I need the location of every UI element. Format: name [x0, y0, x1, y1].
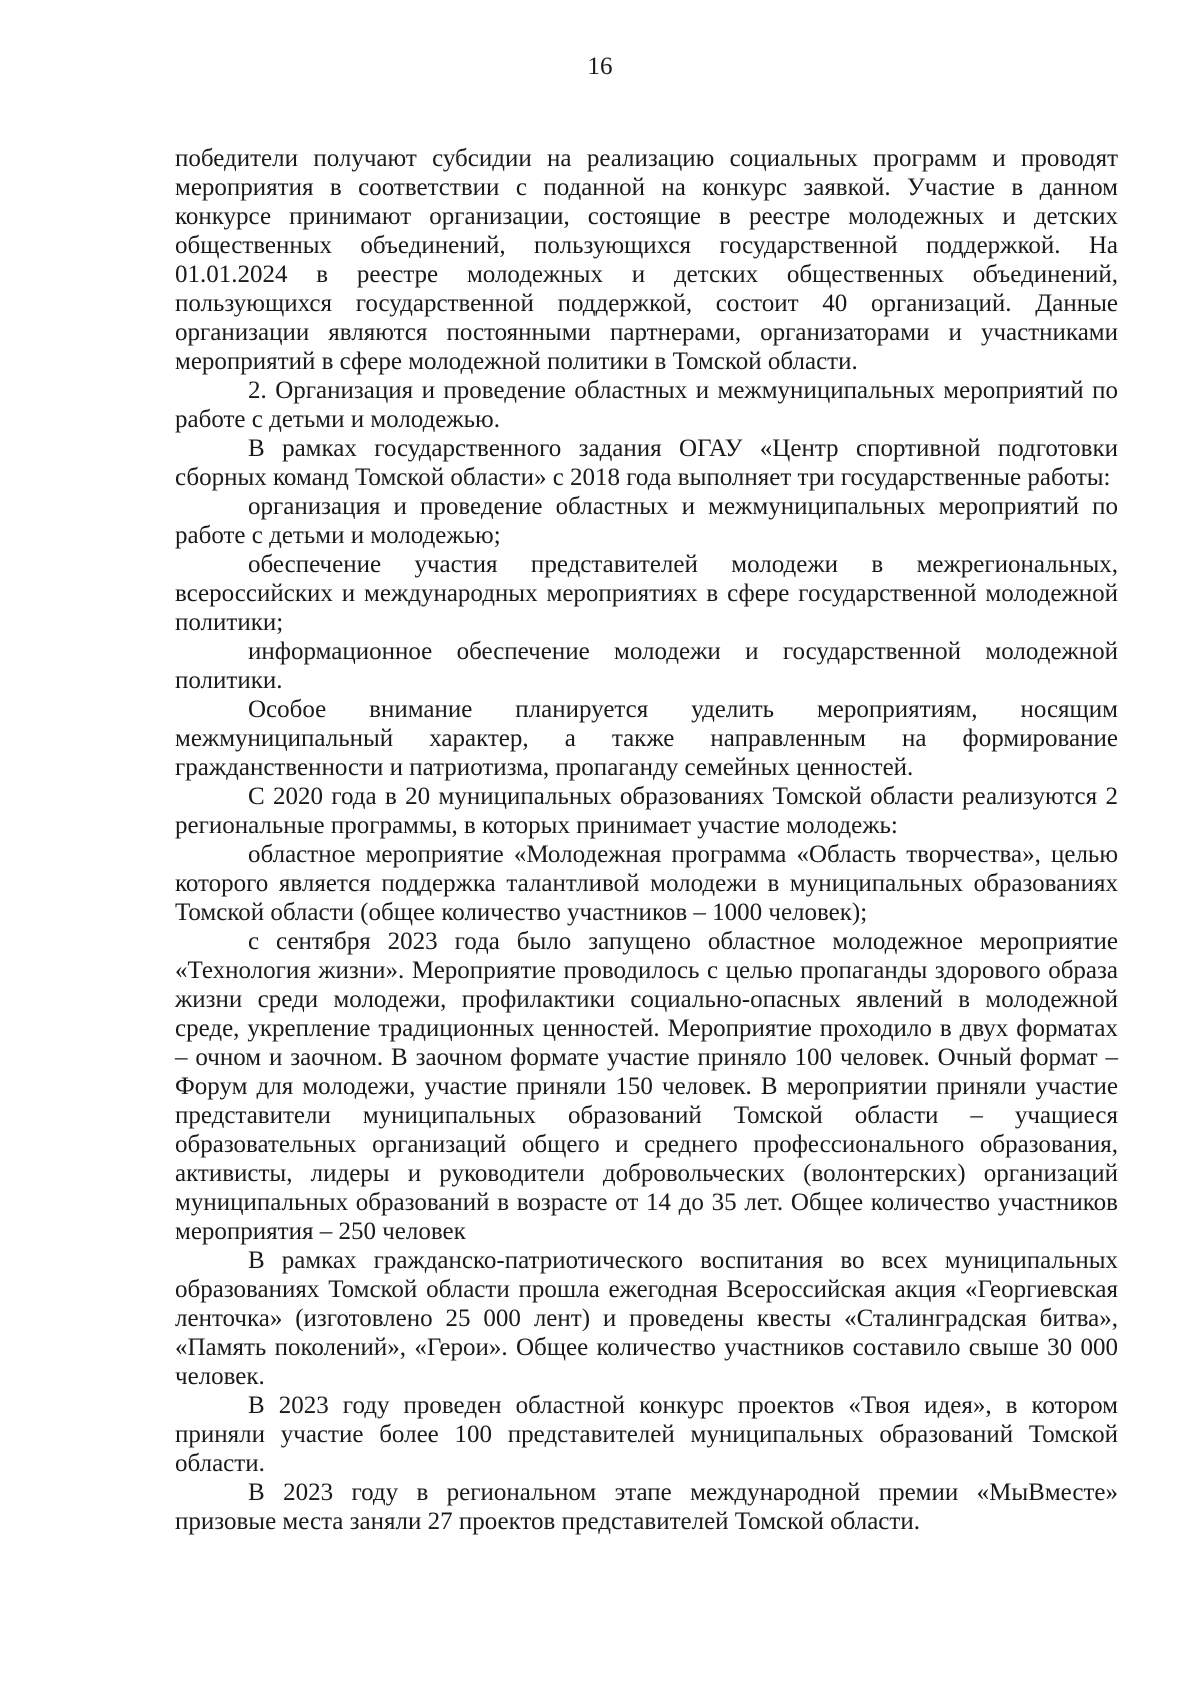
paragraph-wetogether-award: В 2023 году в региональном этапе международной премии «МыВместе» призовые места заняли 27 проектов представителей Томской области. — [175, 1479, 1118, 1535]
paragraph-state-assignment: В рамках государственного задания ОГАУ «Центр спортивной подготовки сборных команд Томской области» с 2018 года выполняет три государственные работы: — [175, 435, 1118, 491]
document-body — [175, 144, 1118, 1536]
paragraph-patriotic-education: В рамках гражданско-патриотического воспитания во всех муниципальных образованиях Томской области прошла ежегодная Всероссийская акция «Георгиевская ленточка» (изготовлено 25 000 лент) и проведены квесты «Сталинградская битва», «Память поколений», «Герои». Общее количество участников составило свыше 30 000 человек. — [175, 1247, 1118, 1390]
paragraph-program-life-technology: с сентября 2023 года было запущено областное молодежное мероприятие «Технология жизни». Мероприятие проводилось с целью пропаганды здорового образа жизни среди молодежи, профилактики социально-опасных явлений в молодежной среде, укрепление традиционных ценностей. Мероприятие проходило в двух форматах – очном и заочном. В заочном формате участие приняло 100 человек. Очный формат – Форум для молодежи, участие приняли 150 человек. В мероприятии приняли участие представители муниципальных образований Томской области – учащиеся образовательных организаций общего и среднего профессионального образования, активисты, лидеры и руководители добровольческих (волонтерских) организаций муниципальных образований в возрасте от 14 до 35 лет. Общее количество участников мероприятия – 250 человек — [175, 928, 1118, 1245]
paragraph-continuation: победители получают субсидии на реализацию социальных программ и проводят мероприятия в соответствии с поданной на конкурс заявкой. Участие в данном конкурсе принимают организации, состоящие в реестре молодежных и детских общественных объединений, пользующихся государственной поддержкой. На 01.01.2024 в реестре молодежных и детских общественных объединений, пользующихся государственной поддержкой, состоит 40 организаций. Данные организации являются постоянными партнерами, организаторами и участниками мероприятий в сфере молодежной политики в Томской области. — [175, 145, 1118, 375]
paragraph-section-2-heading: 2. Организация и проведение областных и межмуниципальных мероприятий по работе с детьми и молодежью. — [175, 377, 1118, 433]
page-number: 16 — [587, 53, 613, 80]
paragraph-special-attention: Особое внимание планируется уделить мероприятиям, носящим межмуниципальный характер, а также направленным на формирование гражданственности и патриотизма, пропаганду семейных ценностей. — [175, 696, 1118, 781]
paragraph-work-item-3: информационное обеспечение молодежи и государственной молодежной политики. — [175, 638, 1118, 694]
paragraph-work-item-1: организация и проведение областных и межмуниципальных мероприятий по работе с детьми и молодежью; — [175, 493, 1118, 549]
paragraph-program-creativity: областное мероприятие «Молодежная программа «Область творчества», целью которого является поддержка талантливой молодежи в муниципальных образованиях Томской области (общее количество участников – 1000 человек); — [175, 841, 1118, 926]
paragraph-work-item-2: обеспечение участия представителей молодежи в межрегиональных, всероссийских и международных мероприятиях в сфере государственной молодежной политики; — [175, 551, 1118, 636]
paragraph-regional-programs: С 2020 года в 20 муниципальных образованиях Томской области реализуются 2 региональные программы, в которых принимает участие молодежь: — [175, 783, 1118, 839]
paragraph-your-idea-contest: В 2023 году проведен областной конкурс проектов «Твоя идея», в котором приняли участие более 100 представителей муниципальных образований Томской области. — [175, 1392, 1118, 1477]
